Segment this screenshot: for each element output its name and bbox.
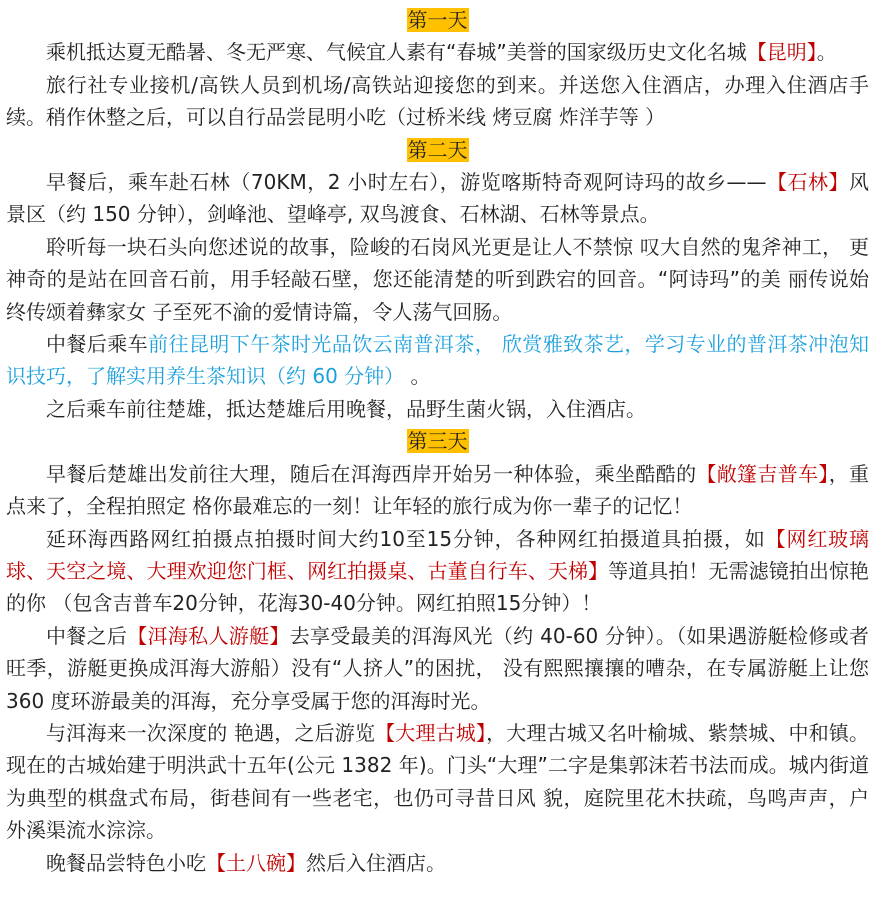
day-1-paragraph-arrival [6,36,869,68]
text: 之后乘车前往楚雄，抵达楚雄后用晚餐，品野生菌火锅，入住酒店。 [46,396,646,421]
text: 中餐之后 [46,623,128,648]
text: 延环海西路网红拍摄点拍摄时间大约10至15分钟，各种网红拍摄道具拍摄，如 [46,526,766,551]
day-1-heading [6,4,869,36]
day-3-paragraph-yacht [6,620,869,717]
highlight-shilin: 【石林】 [766,170,850,195]
highlight-jeep: 【敞篷吉普车】 [696,461,829,486]
highlight-tea-experience: 前往昆明下午茶时光品饮云南普洱茶， 欣赏雅致茶艺，学习专业的普洱茶冲泡知识技巧，了解实用养生茶知识（约 60 分钟） [6,332,870,389]
day-1-title: 第一天 [407,8,468,32]
day-2-paragraph-echo-stone [6,231,869,328]
text: 早餐后，乘车赴石林（70KM，2 小时左右），游览喀斯特奇观阿诗玛的故乡—— [46,170,767,195]
text: ，大理古城又名叶榆城、紫禁城、中和镇。现在的古城始建于明洪武十五年(公元 1382 年)。门头“大理”二字是集郭沫若书法而成。城内街道为典型的棋盘式布局，街巷间有一些老宅，也仍可寻昔日风 貌，庭院里花木扶疏，鸟鸣声声，户外溪渠流水淙淙。 [6,720,870,843]
day-3-heading [6,425,869,457]
day-3-paragraph-photo-spots [6,523,869,620]
day-3-paragraph-jeep [6,458,869,523]
text: 聆听每一块石头向您述说的故事，险峻的石岗风光更是让人不禁惊 叹大自然的鬼斧神工， 更神奇的是站在回音石前，用手轻敲石壁，您还能清楚的听到跌宕的回音。“阿诗玛”的美 丽传说始终传颂着彝家女 子至死不渝的爱情诗篇，令人荡气回肠。 [6,234,869,324]
day-1-paragraph-pickup [6,69,869,134]
highlight-photo-props: 【网红玻璃球、天空之境、大理欢迎您门框、网红拍摄桌、古董自行车、天梯】 [6,526,870,583]
text: 。 [404,364,431,389]
text: 然后入住酒店。 [306,850,446,875]
highlight-yacht: 【洱海私人游艇】 [127,623,290,648]
day-2-paragraph-chuxiong [6,393,869,425]
day-3-title: 第三天 [407,429,468,454]
text: 风景区（约 150 分钟），剑峰池、望峰亭, 双鸟渡食、石林湖、石林等景点。 [6,170,870,227]
day-2-heading [6,134,869,166]
highlight-tubawan: 【土八碗】 [206,850,306,875]
highlight-kunming: 【昆明】 [746,40,817,65]
text: 去享受最美的洱海风光（约 40-60 分钟）。（如果遇游艇检修或者旺季，游艇更换成洱海大游船）没有“人挤人”的困扰， 没有熙熙攘攘的嘈杂，在专属游艇上让您 360 度环游最美的洱海，充分享受属于您的洱海时光。 [6,623,869,713]
text: 与洱海来一次深度的 艳遇，之后游览 [46,720,376,745]
text: 晚餐品尝特色小吃 [46,850,206,875]
day-3-paragraph-dinner [6,847,869,879]
day-3-paragraph-old-town [6,717,869,847]
text: ，重点来了，全程拍照定 格你最难忘的一刻！让年轻的旅行成为你一辈子的记忆！ [6,461,870,519]
text: 旅行社专业接机/高铁人员到机场/高铁站迎接您的到来。并送您入住酒店，办理入住酒店手续。稍作休整之后，可以自行品尝昆明小吃（过桥米线 烤豆腐 炸洋芋等 ） [6,72,869,130]
highlight-dali-old-town: 【大理古城】 [375,720,487,745]
day-2-paragraph-stone-forest [6,166,869,231]
text: 。 [816,40,837,65]
text: 早餐后楚雄出发前往大理，随后在洱海西岸开始另一种体验，乘坐酷酷的 [46,461,697,486]
text: 中餐后乘车 [46,332,149,357]
text: 乘机抵达夏无酷暑、冬无严寒、气候宜人素有“春城”美誉的国家级历史文化名城 [46,40,747,65]
day-2-title: 第二天 [407,137,468,162]
text: 等道具拍！无需滤镜拍出惊艳的你 （包含吉普车20分钟，花海30-40分钟。网红拍照15分钟）！ [6,558,870,616]
day-2-paragraph-tea [6,328,869,393]
